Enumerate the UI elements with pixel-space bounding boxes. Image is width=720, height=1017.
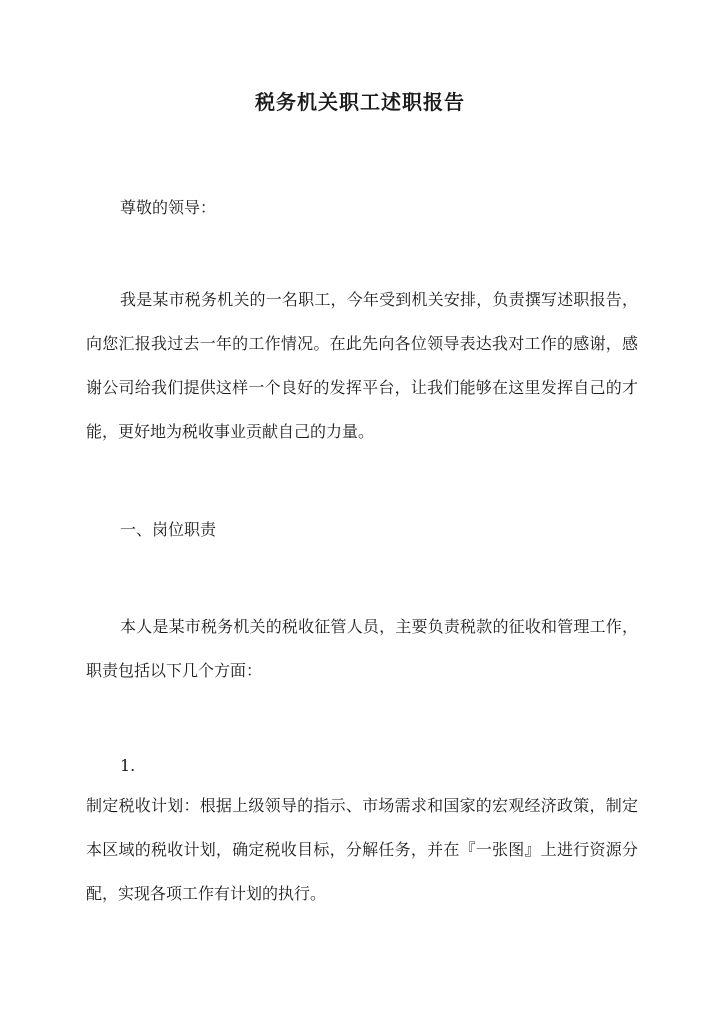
- salutation: 尊敬的领导：: [120, 198, 217, 217]
- section-heading-duties: 一、岗位职责: [120, 520, 217, 539]
- document-title: 税务机关职工述职报告: [255, 90, 465, 114]
- list-item-number: 1.: [120, 756, 136, 775]
- intro-paragraph: 我是某市税务机关的一名职工，今年受到机关安排，负责撰写述职报告，向您汇报我过去一年的工作情况。在此先向各位领导表达我对工作的感谢，感谢公司给我们提供这样一个良好的发挥平台，让我们能够在这里发挥自己的才能，更好地为税收事业贡献自己的力量。: [86, 290, 638, 441]
- list-item-text: 制定税收计划：根据上级领导的指示、市场需求和国家的宏观经济政策，制定本区域的税收计划，确定税收目标，分解任务，并在『一张图』上进行资源分配，实现各项工作有计划的执行。: [86, 796, 638, 903]
- duties-paragraph: 本人是某市税务机关的税收征管人员，主要负责税款的征收和管理工作，职责包括以下几个方面：: [86, 617, 638, 680]
